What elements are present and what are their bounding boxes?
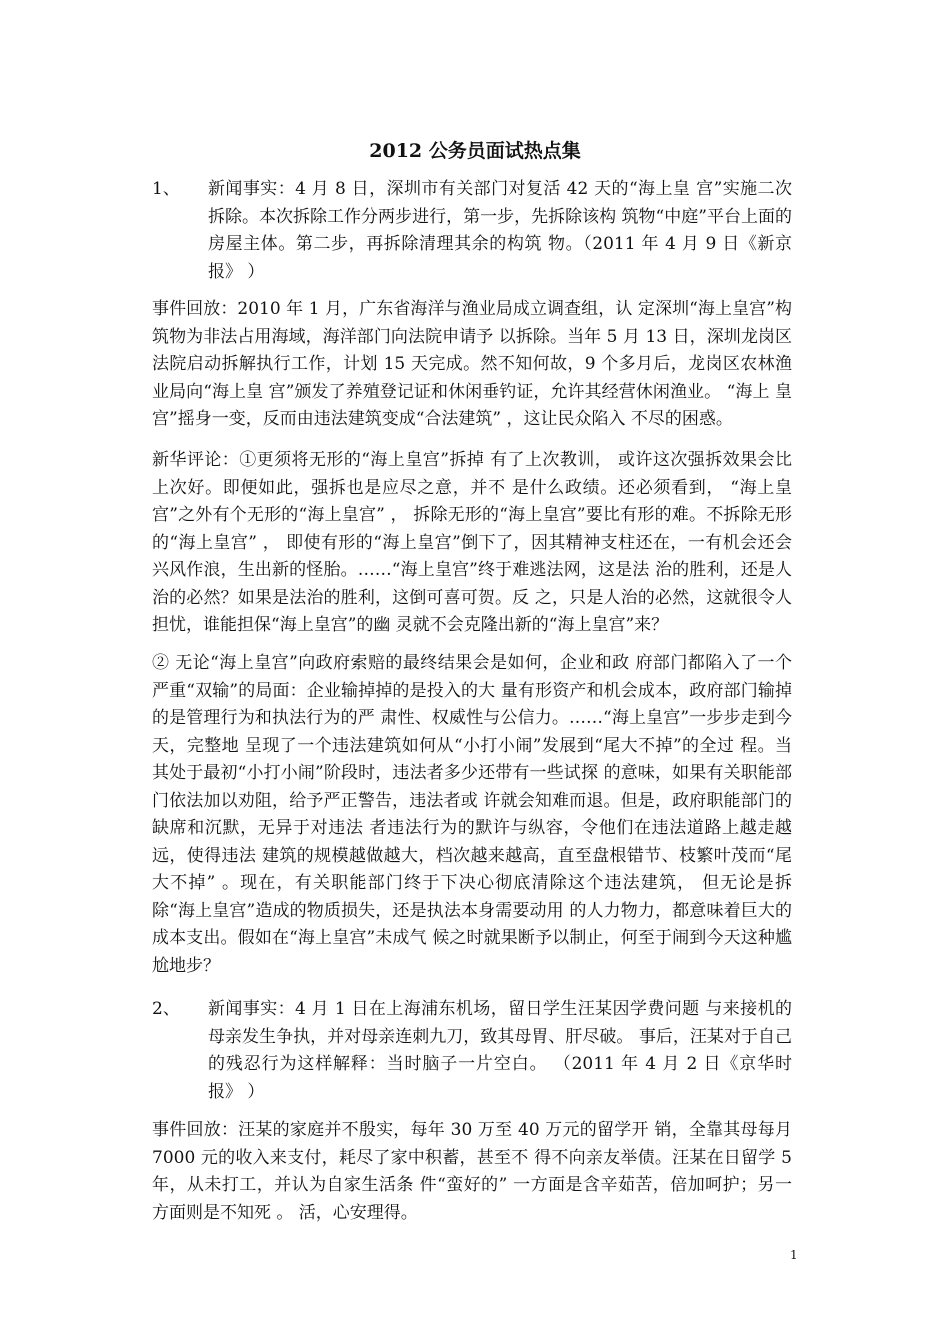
news-item-1: [152, 176, 792, 286]
commentary-paragraph-2: ② 无论“海上皇宫”向政府索赔的最终结果会是如何，企业和政 府部门都陷入了一个严重“双输”的局面：企业输掉掉的是投入的大 量有形资产和机会成本，政府部门输掉的是管理行为和执法行为的严 肃性、权威性与公信力。……“海上皇宫”一步步走到今天，完整地 呈现了一个违法建筑如何从“小打小闹”发展到“尾大不掉”的全过 程。当其处于最初“小打小闹”阶段时，违法者多少还带有一些试探 的意味，如果有关职能部门依法加以劝阻，给予严正警告，违法者或 许就会知难而退。但是，政府职能部门的缺席和沉默，无异于对违法 者违法行为的默许与纵容，令他们在违法道路上越走越远，使得违法 建筑的规模越做越大，档次越来越高，直至盘根错节、枝繁叶茂而“尾 大不掉” 。现在，有关职能部门终于下决心彻底清除这个违法建筑， 但无论是拆除“海上皇宫”造成的物质损失，还是执法本身需要动用 的人力物力，都意味着巨大的成本支出。假如在“海上皇宫”未成气 候之时就果断予以制止，何至于闹到今天这种尴尬地步？: [152, 653, 792, 976]
document-title: 2012 公务员面试热点集: [369, 140, 581, 162]
event-review-paragraph: 事件回放：汪某的家庭并不殷实，每年 30 万至 40 万元的留学开 销，全靠其母每月 7000 元的收入来支付，耗尽了家中积蓄，甚至不 得不向亲友举债。汪某在日留学 5 年，从未打工，并认为自家生活条 件“蛮好的” 一方面是含辛茹苦，倍加呵护；另一方面则是不知死 。 活，心安理得。: [152, 1120, 792, 1223]
news-fact-paragraph: 新闻事实：4 月 1 日在上海浦东机场，留日学生汪某因学费问题 与来接机的母亲发生争执，并对母亲连刺九刀，致其母胃、肝尽破。 事后，汪某对于自己的残忍行为这样解释：当时脑子一片空白。 （2011 年 4 月 2 日《京华时报》 ）: [208, 999, 792, 1102]
news-item-2: [152, 996, 792, 1106]
page-number: 1: [790, 1248, 798, 1262]
item-number: 1、: [152, 179, 180, 199]
item-number: 2、: [152, 999, 180, 1019]
commentary-paragraph-1: 新华评论：①更须将无形的“海上皇宫”拆掉 有了上次教训， 或许这次强拆效果会比上次好。即便如此，强拆也是应尽之意，并不 是什么政绩。还必须看到， “海上皇宫”之外有个无形的“海上皇宫” ， 拆除无形的“海上皇宫”要比有形的难。不拆除无形的“海上皇宫” ， 即使有形的“海上皇宫”倒下了，因其精神支柱还在，一有机会还会 兴风作浪，生出新的怪胎。……“海上皇宫”终于难逃法网，这是法 治的胜利，还是人治的必然？如果是法治的胜利，这倒可喜可贺。反 之，只是人治的必然，这就很令人担忧，谁能担保“海上皇宫”的幽 灵就不会克隆出新的“海上皇宫”来？: [152, 450, 792, 635]
news-fact-paragraph: 新闻事实：4 月 8 日，深圳市有关部门对复活 42 天的“海上皇 宫”实施二次拆除。本次拆除工作分两步进行，第一步，先拆除该构 筑物“中庭”平台上面的房屋主体。第二步，再拆除清理其余的构筑 物。（2011 年 4 月 9 日《新京报》 ）: [208, 179, 792, 282]
event-review-paragraph: 事件回放：2010 年 1 月，广东省海洋与渔业局成立调查组，认 定深圳“海上皇宫”构筑物为非法占用海域，海洋部门向法院申请予 以拆除。当年 5 月 13 日，深圳龙岗区法院启动拆解执行工作，计划 15 天完成。然不知何故，9 个多月后，龙岗区农林渔业局向“海上皇 宫”颁发了养殖登记证和休闲垂钓证，允许其经营休闲渔业。 “海上 皇宫”摇身一变，反而由违法建筑变成“合法建筑” ，这让民众陷入 不尽的困惑。: [152, 299, 792, 429]
